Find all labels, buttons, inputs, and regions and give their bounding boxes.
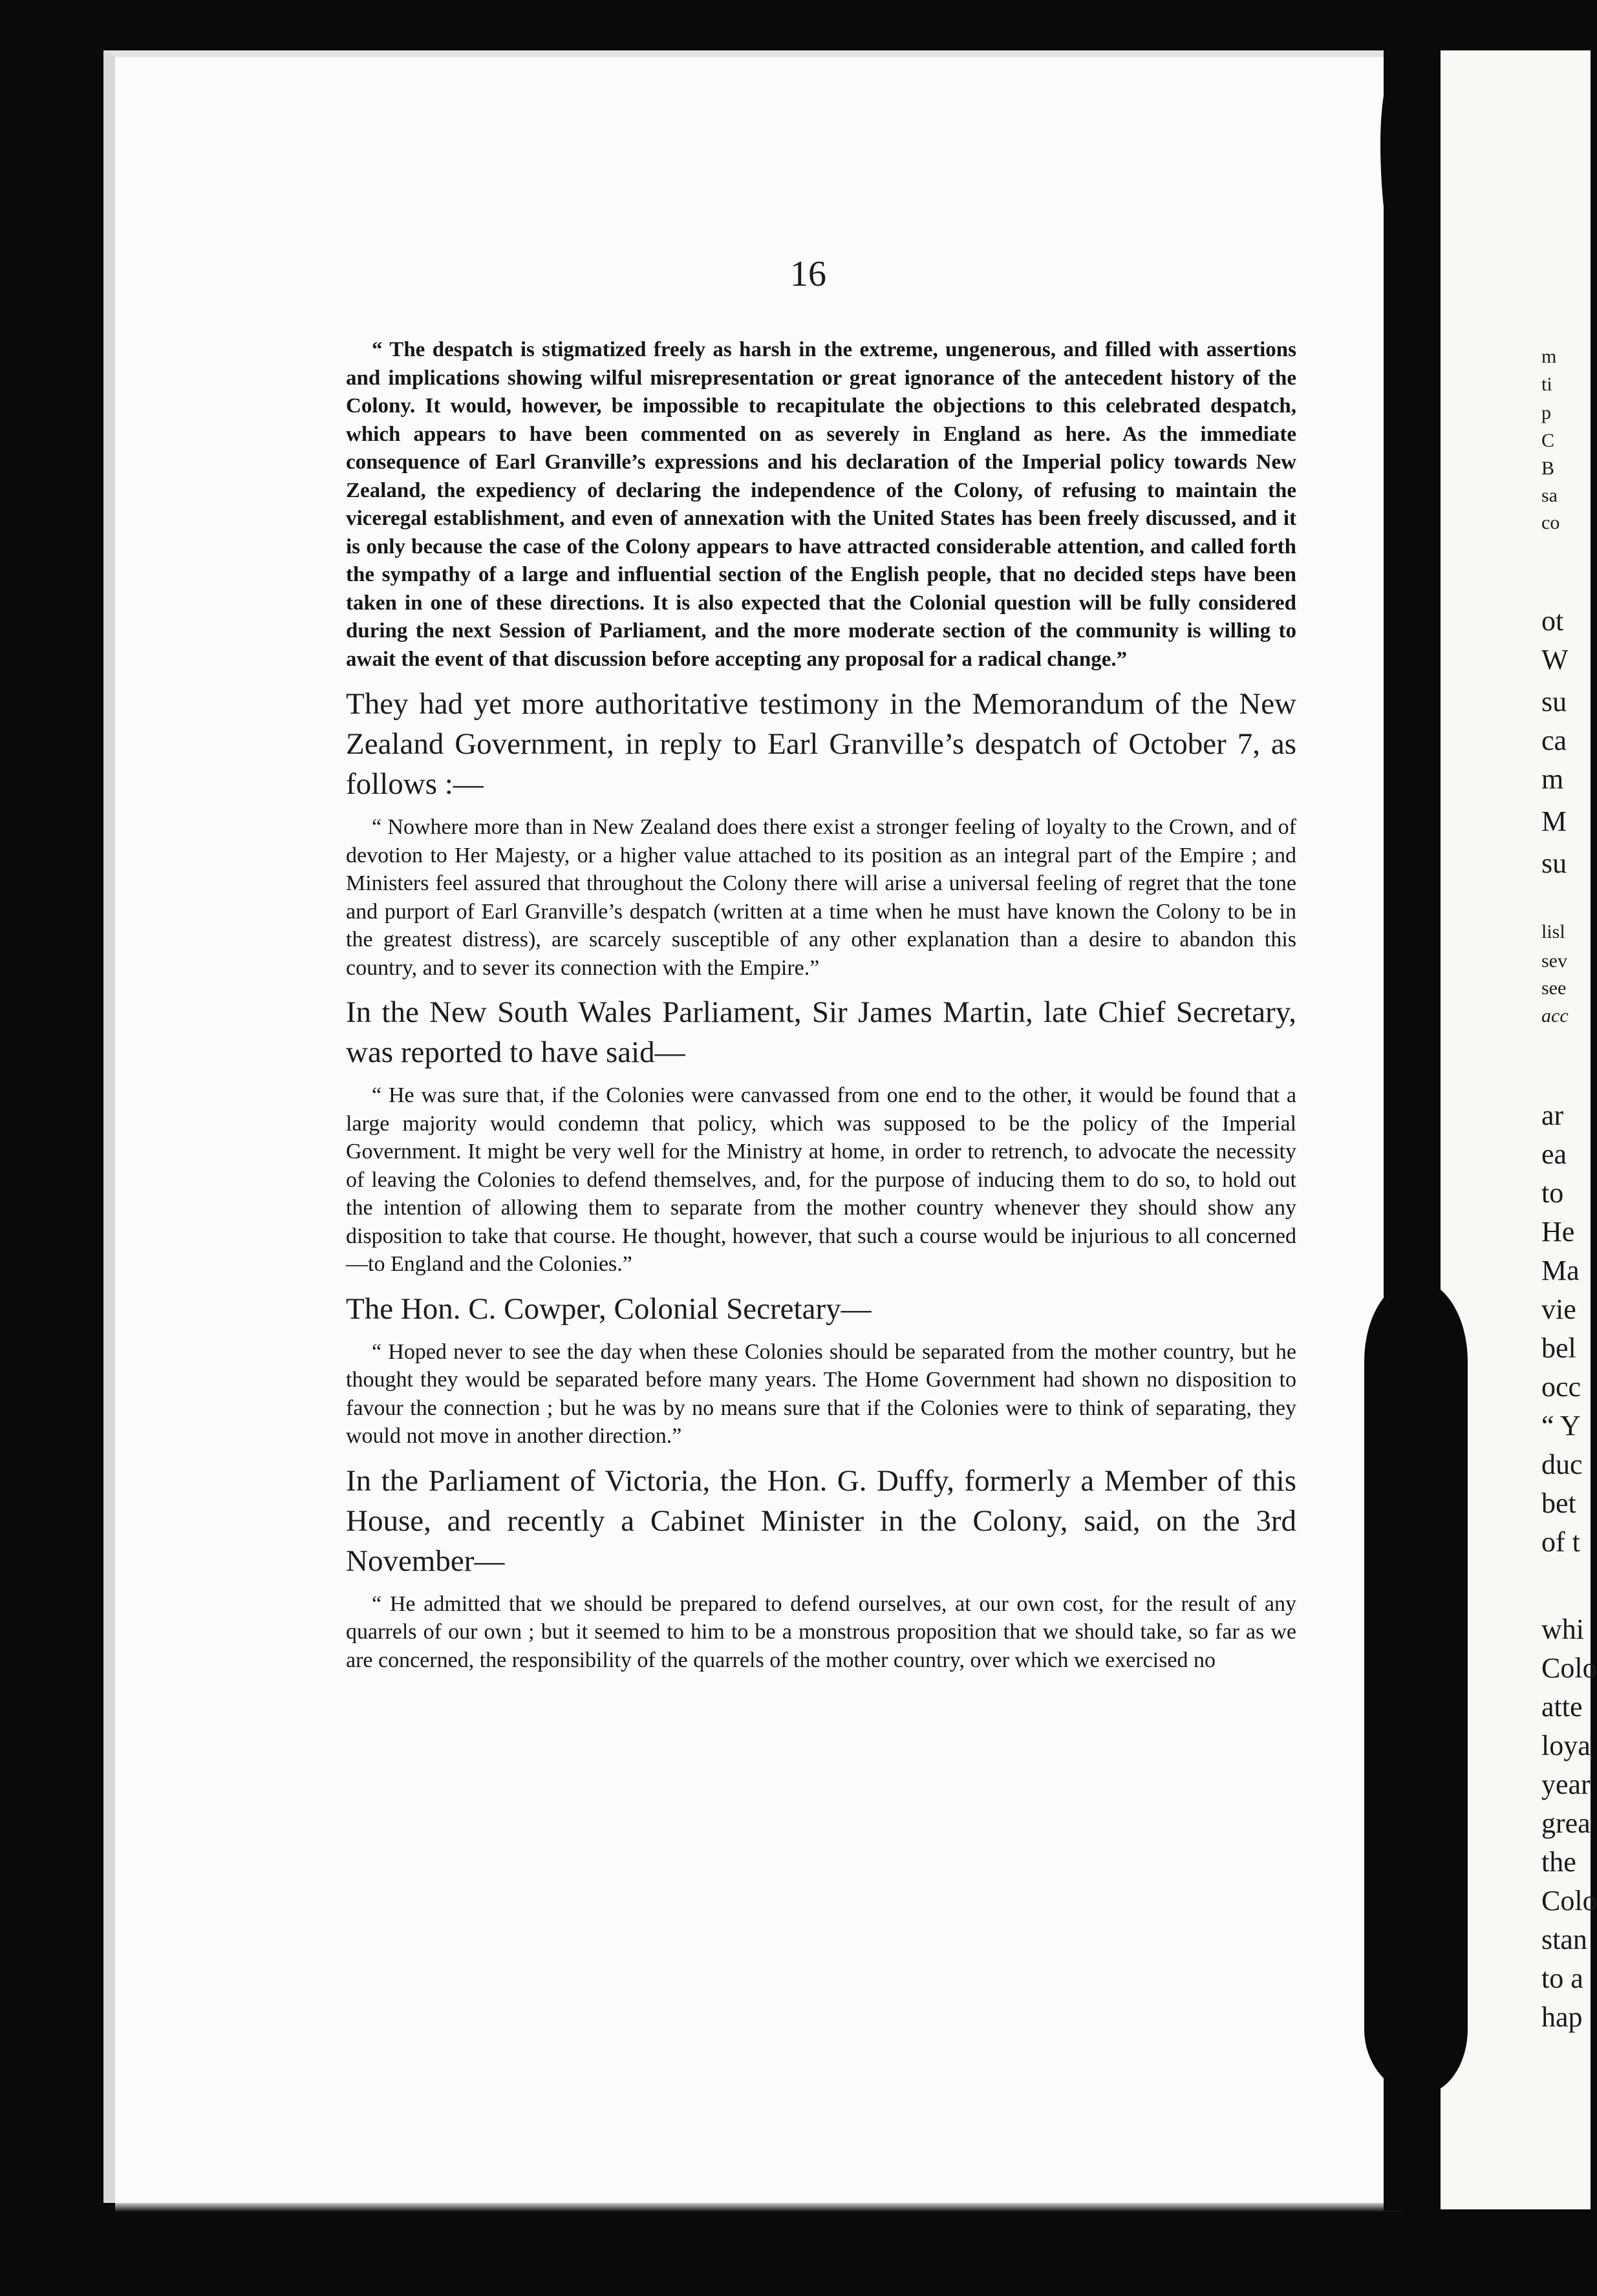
facing-page-fragment: m: [1541, 763, 1564, 795]
facing-page-fragment: atte: [1541, 1691, 1583, 1723]
facing-page-fragment: duc: [1541, 1449, 1583, 1480]
facing-page-fragment: ot: [1541, 605, 1564, 637]
facing-page-fragment: sev: [1541, 950, 1567, 972]
facing-page-fragment: bel: [1541, 1332, 1576, 1364]
facing-page-fragment: ea: [1541, 1138, 1567, 1170]
facing-page-fragment: bet: [1541, 1487, 1576, 1519]
page-number: 16: [790, 254, 826, 294]
facing-page-fragment: year: [1541, 1769, 1591, 1800]
facing-page-fragment: to: [1541, 1177, 1564, 1209]
facing-page-fragment: co: [1541, 512, 1560, 533]
facing-page-fragment: of t: [1541, 1526, 1580, 1558]
facing-page-fragment: loya: [1541, 1730, 1591, 1761]
quote-james-martin: “ He was sure that, if the Colonies were canvassed from one end to the other, it would be found that a large majority would condemn that policy, which was supposed to be the policy of the Imperial Government. It might be very well for the Ministry at home, in order to retrench, to advocate the necessity of leaving the Colonies to defend themselves, and, for the purpose of inducing them to do so, to hold out the intention of allowing them to separate from the mother country whenever they should show any disposition to take that course. He thought, however, that such a course would be injurious to all concerned—to England and the Colonies.”: [346, 1083, 1296, 1276]
facing-page-fragment: acc: [1541, 1005, 1569, 1026]
facing-page-fragment: to a: [1541, 1962, 1583, 1994]
facing-page-fragment: lisl: [1541, 921, 1565, 942]
facing-page-fragment: m: [1541, 346, 1557, 367]
narrative-nsw-parliament: In the New South Wales Parliament, Sir James Martin, late Chief Secretary, was reported to have said—: [346, 995, 1296, 1069]
facing-page-fragment: sa: [1541, 485, 1558, 506]
facing-page-fragment: see: [1541, 977, 1567, 999]
facing-page-fragment: Ma: [1541, 1255, 1580, 1286]
facing-page-fragment: hap: [1541, 2001, 1583, 2033]
facing-page-fragment: Colo: [1541, 1885, 1597, 1917]
facing-page-fragment: occ: [1541, 1371, 1581, 1403]
narrative-memorandum: They had yet more authoritative testimony in the Memorandum of the New Zealand Government, in reply to Earl Granville’s despatch of October 7, as follows :—: [346, 687, 1296, 801]
facing-page-fragment: the: [1541, 1846, 1576, 1878]
facing-page-fragment: C: [1541, 430, 1555, 451]
facing-page-fragment: ti: [1541, 374, 1552, 395]
facing-page-fragment: su: [1541, 686, 1567, 717]
quote-new-zealand-memorandum: “ Nowhere more than in New Zealand does there exist a stronger feeling of loyalty to the Crown, and of devotion to Her Majesty, or a higher value attached to its position as an integral part of the Empire ; and Ministers feel assured that throughout the Colony there will arise a universal feeling of regret that the tone and purport of Earl Granville’s despatch (written at a time when he must have known the Colony to be in the greatest distress), are scarcely susceptible of any other explanation than a desire to abandon this country, and to sever its connection with the Empire.”: [346, 815, 1296, 980]
facing-page-fragment: whi: [1541, 1613, 1584, 1645]
narrative-victoria-parliament: In the Parliament of Victoria, the Hon. G. Duffy, formerly a Member of this House, and recently a Cabinet Minister in the Colony, said, on the 3rd November—: [346, 1463, 1296, 1578]
facing-page-fragment: su: [1541, 847, 1567, 879]
facing-page-fragment: ar: [1541, 1100, 1564, 1131]
quote-despatch-stigmatized: “ The despatch is stigmatized freely as harsh in the extreme, ungenerous, and filled with assertions and implications showing wilful misrepresentation or great ignorance of the antecedent history of the Colony. It would, however, be impossible to recapitulate the objections to this celebrated despatch, which appears to have been commented on as severely in England as here. As the immediate consequence of Earl Granville’s expressions and his declaration of the Imperial policy towards New Zealand, the expediency of declaring the independence of the Colony, of refusing to maintain the viceregal establishment, and even of annexation with the United States has been freely discussed, and it is only because the case of the Colony appears to have attracted considerable attention, and called forth the sympathy of a large and influential section of the English people, that no decided steps have been taken in one of these directions. It is also expected that the Colonial question will be fully considered during the next Session of Parliament, and the more moderate section of the community is willing to await the event of that discussion before accepting any proposal for a radical change.”: [346, 338, 1296, 671]
facing-page-fragment: p: [1541, 402, 1551, 423]
quote-cowper: “ Hoped never to see the day when these Colonies should be separated from the mother country, but he thought they would be separated before many years. The Home Government had shown no disposition to favour the connection ; but he was by no means sure that if the Colonies were to think of separating, they would not move in another direction.”: [346, 1339, 1296, 1448]
facing-page-fragment: B: [1541, 458, 1555, 479]
facing-page-fragment: vie: [1541, 1293, 1576, 1325]
facing-page-fragment: ca: [1541, 725, 1567, 756]
facing-page-fragment: He: [1541, 1216, 1575, 1248]
facing-page-fragment: Colo: [1541, 1652, 1597, 1684]
narrative-cowper: The Hon. C. Cowper, Colonial Secretary—: [346, 1292, 872, 1326]
facing-page-fragment: M: [1541, 805, 1567, 837]
facing-page-fragment: stan: [1541, 1924, 1587, 1955]
facing-page-fragment: “ Y: [1541, 1410, 1581, 1441]
facing-page-fragment: W: [1541, 644, 1569, 675]
page-body: [346, 336, 1296, 1674]
quote-duffy: “ He admitted that we should be prepared to defend ourselves, at our own cost, for the result of any quarrels of our own ; but it seemed to him to be a monstrous proposition that we should take, so far as we are concerned, the responsibility of the quarrels of the mother country, over which we exercised no: [346, 1591, 1296, 1672]
torn-edge-lower: [1364, 1280, 1468, 2094]
facing-page-fragment: grea: [1541, 1807, 1591, 1839]
